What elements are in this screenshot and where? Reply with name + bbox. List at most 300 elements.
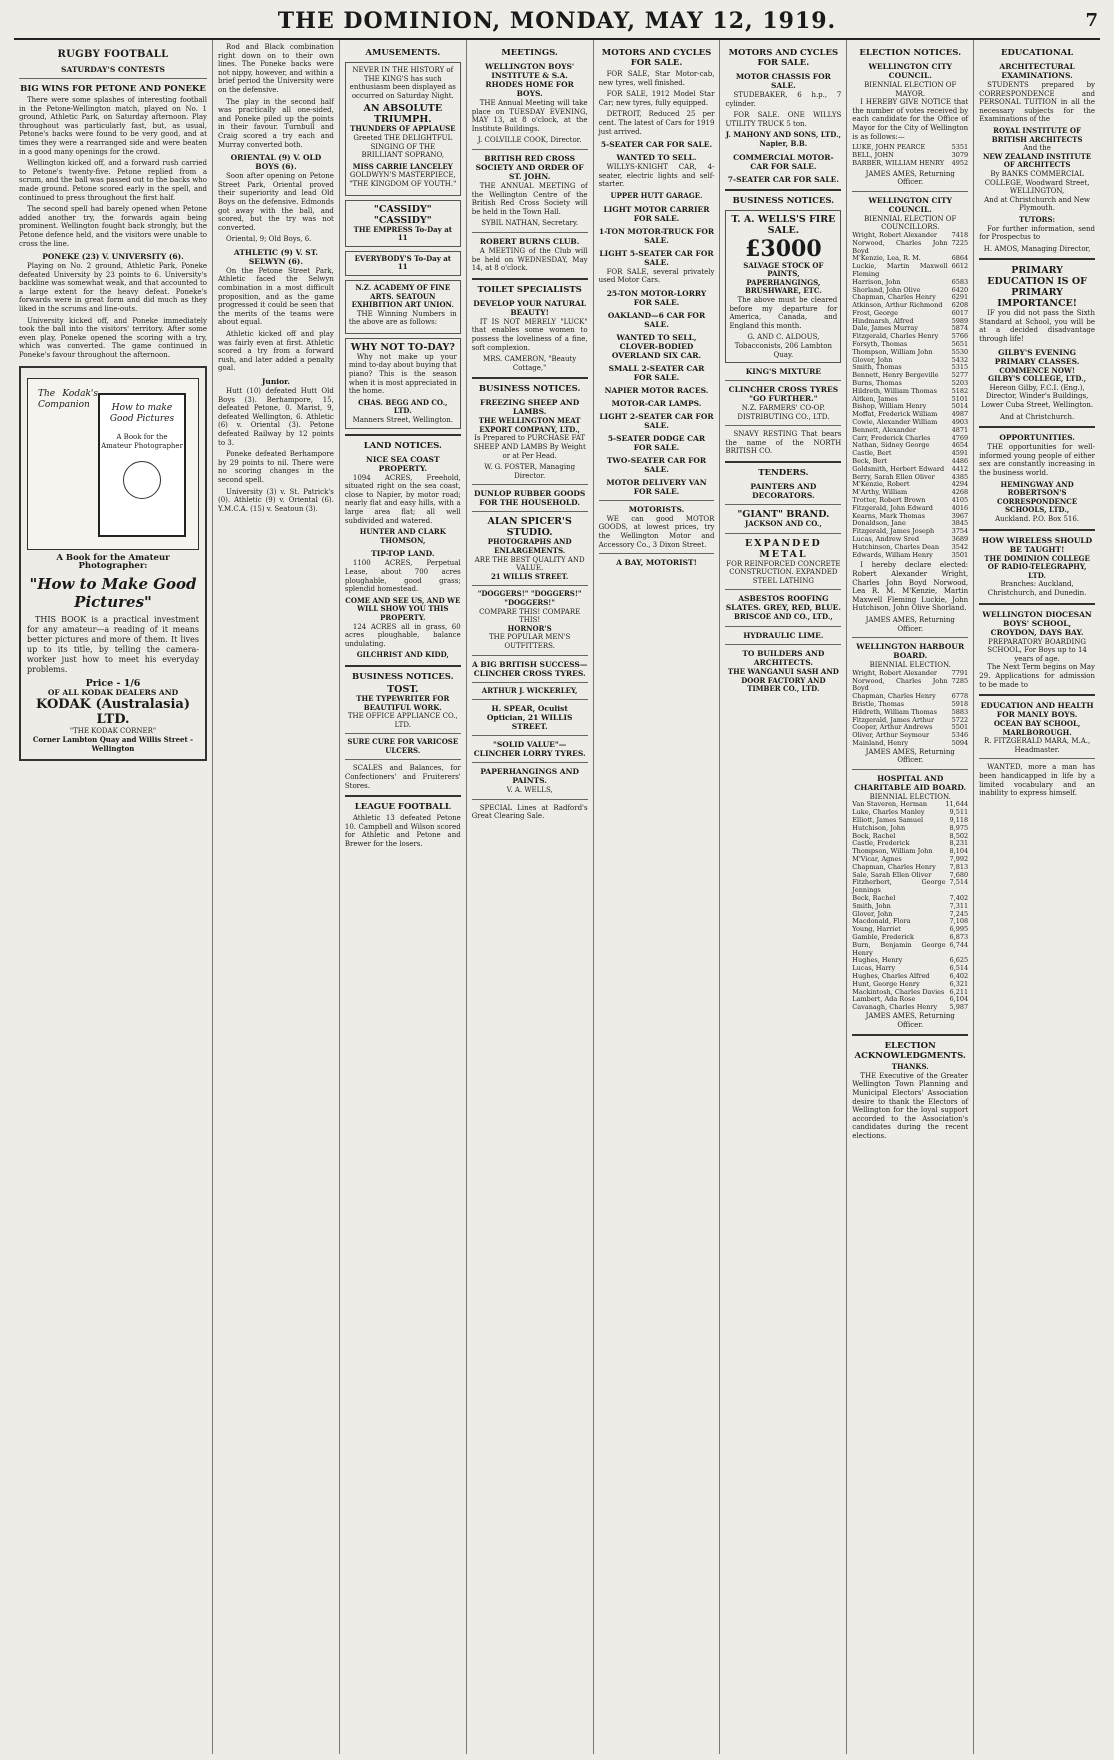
notice-heading: WELLINGTON CITY COUNCIL. xyxy=(868,195,952,214)
vote-count: 4871 xyxy=(951,425,969,434)
candidate-name: Cavanagh, Charles Henry xyxy=(852,1003,938,1012)
column-3 xyxy=(340,40,467,1754)
ad-headline: PAINTERS AND DECORATORS. xyxy=(750,482,817,501)
notice-heading: HOSPITAL AND CHARITABLE AID BOARD. xyxy=(854,773,967,792)
listing-text: 1100 ACRES, Perpetual Lease, about 700 acres ploughable, good grass; splendid homestead. xyxy=(344,559,461,594)
ad-headline: "CASSIDY" "CASSIDY" xyxy=(373,203,432,226)
candidate-name: Fitzgerald, Charles Henry xyxy=(852,332,939,341)
article-paragraph: Poneke defeated Berhampore by 29 points to nil. There were no scoring changes in the second spell. xyxy=(218,450,334,484)
vote-count: 6017 xyxy=(951,308,969,317)
vote-count: 5203 xyxy=(951,379,969,388)
fire-sale-ad xyxy=(725,210,841,364)
notice-signature: JAMES AMES, Returning Officer. xyxy=(865,747,955,765)
vote-count: 6778 xyxy=(951,692,969,701)
sub-heading: ORIENTAL (9) V. OLD BOYS (6). xyxy=(230,153,322,172)
notice-subheading: BIENNIAL ELECTION OF COUNCILLORS. xyxy=(864,214,957,232)
vote-count: 6,744 xyxy=(949,940,969,949)
vote-count: 4294 xyxy=(951,480,969,489)
ad-text: The Next Term begins on May 29. Applications for admission to be made to xyxy=(979,663,1096,689)
newspaper-title: THE DOMINION, MONDAY, MAY 12, 1919. xyxy=(277,8,837,34)
candidate-name: Chapman, Charles Henry xyxy=(852,293,936,302)
article-paragraph: The play in the second half was practically all one-sided, and Poneke piled up the points in their favour. Turnbull and Craig scored a try each and Murray converted both. xyxy=(218,97,334,149)
candidate-name: Glover, John xyxy=(852,909,893,918)
ad-headline: DEVELOP YOUR NATURAL BEAUTY! xyxy=(473,298,587,317)
ad-headline: N.Z. ACADEMY OF FINE ARTS. SEATOUN EXHIBITION ART UNION. xyxy=(351,282,454,310)
vote-count: 7,108 xyxy=(949,917,969,926)
candidate-name: Oliver, Arthur Seymour xyxy=(852,731,930,740)
candidate-name: Edwards, William Henry xyxy=(852,550,933,559)
ad-headline: EDUCATION AND HEALTH FOR MANLY BOYS. xyxy=(980,701,1094,720)
candidate-name: Fitzherbert, George Jennings xyxy=(852,878,946,895)
ad-text: Is Prepared to PURCHASE FAT SHEEP AND LAMBS By Weight or at Per Head. xyxy=(473,434,586,460)
classified-heading: 25-TON MOTOR-LORRY FOR SALE. xyxy=(606,288,707,307)
ad-text: NEW ZEALAND INSTITUTE OF ARCHITECTS xyxy=(982,151,1092,170)
notice-subheading: THANKS. xyxy=(891,1062,929,1072)
vote-count: 5766 xyxy=(951,332,969,341)
results-paragraph: University (3) v. St. Patrick's (0). Athletic (9) v. Oriental (6). Y.M.C.A. (15) v. Seatoun (3). xyxy=(218,487,334,513)
candidate-name: Goldsmith, Herbert Edward xyxy=(852,464,945,473)
ad-company: GILBY'S COLLEGE, LTD., xyxy=(988,374,1087,384)
candidate-name: Bennett, Henry Bergeville xyxy=(852,371,939,380)
column-4 xyxy=(467,40,594,1754)
sub-heading: SATURDAY'S CONTESTS xyxy=(61,65,165,74)
classified-heading: SMALL 2-SEATER CAR FOR SALE. xyxy=(608,363,705,382)
section-heading: BUSINESS NOTICES. xyxy=(732,195,835,206)
vote-count: 5,987 xyxy=(949,1003,969,1012)
article-paragraph: Hutt (10) defeated Hutt Old Boys (3). Berhampore, 15, defeated Petone, 0. Marist, 9, defeated Wellington, 6. Athletic (6) v. Oriental (3). Petone defeated Railway by 12 points to 3. xyxy=(218,387,334,447)
ad-text: PREPARATORY BOARDING SCHOOL, For Boys up to 14 years of age. xyxy=(987,637,1087,663)
section-heading: MOTORS AND CYCLES FOR SALE. xyxy=(601,48,712,68)
candidate-name: Burn, Benjamin George Henry xyxy=(852,940,946,957)
ad-headline: WELLINGTON DIOCESAN BOYS' SCHOOL, CROYDON, DAYS BAY. xyxy=(982,609,1092,637)
ad-company: THE WANGANUI SASH AND DOOR FACTORY AND TIMBER CO., LTD. xyxy=(727,667,839,694)
ad-amount: £3000 xyxy=(745,235,822,262)
vote-count: 5315 xyxy=(951,363,969,372)
ad-text: The above must be cleared before my departure for America, Canada, and England this month. xyxy=(729,295,838,330)
candidate-name: M'Vicar, Agnes xyxy=(852,855,902,864)
article-paragraph: University kicked off, and Poneke immediately took the ball into the visitors' territory. After some even play, Poneke opened the scoring with a try, which was converted. The game continued in Poneke's favour throughout the afternoon. xyxy=(19,316,207,360)
candidate-name: Moffat, Frederick William xyxy=(852,410,938,419)
ad-company: KODAK (Australasia) LTD. xyxy=(36,697,190,728)
sub-heading: PONEKE (23) V. UNIVERSITY (6). xyxy=(42,252,184,262)
article-paragraph: Oriental, 9; Old Boys, 6. xyxy=(226,235,312,244)
ad-text: IF you did not pass the Sixth Standard at School, you will be at a decided disadvantage through life! xyxy=(979,309,1096,344)
ad-text: Greeted THE DELIGHTFUL SINGING OF THE BRILLIANT SOPRANO, xyxy=(353,133,453,160)
ad-headline: "SOLID VALUE"— CLINCHER LORRY TYRES. xyxy=(473,740,586,759)
candidate-name: Luke, Charles Manley xyxy=(852,808,925,817)
vote-count: 7,680 xyxy=(949,870,969,879)
result-row xyxy=(852,552,968,560)
classified-ad: WE can good MOTOR GOODS, at lowest prices, try the Wellington Motor and Accessory Co., 3 Dixon Street. xyxy=(598,514,715,549)
article-paragraph: Soon after opening on Petone Street Park, Oriental proved their superiority and lead Old Boys on the defensive. Edmonds got away with the ball, and scored, but the try was not converted. xyxy=(218,172,334,232)
candidate-name: Trotter, Robert Brown xyxy=(852,496,926,505)
notice-text: I hereby declare elected: Robert Alexander Wright, Charles John Boyd Norwood, Lea R. M. M'Kenzie, Martin Maxwell Fleming Luckie, John Hutchison, John Olive Shorland. xyxy=(852,561,969,613)
vote-count: 6208 xyxy=(951,301,969,310)
classified-heading: OAKLAND—6 CAR FOR SALE. xyxy=(607,310,706,329)
candidate-name: Van Staveren, Herman xyxy=(852,800,928,809)
candidate-name: Beck, Rachel xyxy=(852,894,896,903)
ad-headline: ALAN SPICER'S STUDIO. xyxy=(487,516,572,539)
ad-text: TUTORS: xyxy=(1019,214,1056,224)
classified-heading: MOTORISTS. xyxy=(628,504,685,514)
result-row xyxy=(852,160,968,168)
book-cover-subtitle: A Book for the Amateur Photographer xyxy=(101,432,183,450)
section-heading: AMUSEMENTS. xyxy=(365,48,441,58)
candidate-name: Glover, John xyxy=(852,355,893,364)
vote-count: 7791 xyxy=(951,668,969,677)
ad-headline: WHY NOT TO-DAY? xyxy=(350,341,455,353)
ad-signature: W. G. FOSTER, Managing Director. xyxy=(484,463,576,480)
candidate-name: Hunt, George Henry xyxy=(852,979,920,988)
candidate-name: Nathan, Sidney George xyxy=(852,441,930,450)
ad-company: THE DOMINION COLLEGE OF RADIO-TELEGRAPHY, LTD. xyxy=(984,553,1090,580)
ad-company: THE WELLINGTON MEAT EXPORT COMPANY, LTD., xyxy=(478,416,581,434)
ad-text: PHOTOGRAPHS AND ENLARGEMENTS. xyxy=(487,537,572,556)
vote-count: 8,502 xyxy=(949,831,969,840)
vote-count: 8,104 xyxy=(949,847,969,856)
book-cover-title: How to make Good Pictures xyxy=(109,402,175,424)
article-paragraph: Playing on No. 2 ground, Athletic Park, Poneke defeated University by 23 points to 6. University's backline was somewhat weak, and that accounted to a large extent for the heavy defeat. Poneke's forwards were in great form and did much as they liked in the scrums and line-outs. xyxy=(19,262,207,314)
ad-text: And the xyxy=(1023,144,1051,153)
notice-text: THE Annual Meeting will take place on TUESDAY EVENING, MAY 13, at 8 o'clock, at the Institute Buildings. xyxy=(471,99,588,133)
vote-count: 4769 xyxy=(951,433,969,442)
candidate-name: Hindmarsh, Alfred xyxy=(852,316,914,325)
vote-count: 5883 xyxy=(951,707,969,716)
candidate-name: M'Kenzie, Robert xyxy=(852,480,910,489)
ad-company: THE OFFICE APPLIANCE CO., LTD. xyxy=(347,712,458,729)
vote-count: 7,311 xyxy=(949,901,969,910)
candidate-name: Macdonald, Flora xyxy=(852,917,911,926)
candidate-name: Fitzgerald, James Joseph xyxy=(852,527,935,536)
candidate-name: Castle, Bert xyxy=(852,449,892,458)
notice-signature: SYBIL NATHAN, Secretary. xyxy=(481,219,579,228)
vote-count: 5918 xyxy=(951,699,969,708)
candidate-name: Harrison, John xyxy=(852,277,901,286)
listing-text: 124 ACRES all in grass, 60 acres ploughable, balance undulating. xyxy=(344,622,461,648)
vote-count: 5094 xyxy=(951,738,969,747)
section-heading: ELECTION NOTICES. xyxy=(859,48,962,58)
ad-text: For further information, send for Prospectus to xyxy=(979,224,1096,242)
book-cover xyxy=(98,393,186,537)
candidate-name: Smith, John xyxy=(852,901,891,910)
vote-count: 6,873 xyxy=(949,933,969,942)
classified-heading: 5-SEATER CAR FOR SALE. xyxy=(600,140,713,150)
ad-address: Manners Street, Wellington. xyxy=(352,416,453,425)
harbour-results xyxy=(852,670,968,748)
vote-count: 3542 xyxy=(951,542,969,551)
candidate-name: Frost, George xyxy=(852,308,898,317)
candidate-name: Forsyth, Thomas xyxy=(852,340,908,349)
kodak-seal-icon xyxy=(123,461,161,499)
vote-count: 4016 xyxy=(951,503,969,512)
result-row xyxy=(852,942,968,958)
vote-count: 4268 xyxy=(951,488,969,497)
classified-heading: A BAY, MOTORIST! xyxy=(616,558,697,568)
ad-shop: "THE KODAK CORNER" xyxy=(69,727,157,736)
notice-subheading: BIENNIAL ELECTION. xyxy=(869,661,951,670)
result-row xyxy=(852,263,968,279)
candidate-name: M'Kenzie, Lea, R. M. xyxy=(852,254,921,263)
listing-heading: TIP-TOP LAND. xyxy=(371,549,435,559)
listing-heading: NICE SEA COAST PROPERTY. xyxy=(366,454,440,473)
vote-count: 5530 xyxy=(951,347,969,356)
ad-signature: H. AMOS, Managing Director, xyxy=(983,244,1091,253)
ad-headline: A Book for the Amateur Photographer: xyxy=(56,552,170,572)
candidate-name: BARBER, WILLIAM HENRY xyxy=(852,158,945,167)
notice-text: THE Executive of the Greater Wellington Town Planning and Municipal Electors' Association desire to thank the Electors of Wellington for the loyal support accorded to the Association's candidates during the recent elections. xyxy=(852,1071,969,1140)
candidate-name: Sale, Sarah Ellen Oliver xyxy=(852,870,932,879)
candidate-name: Cowie, Alexander William xyxy=(852,418,938,427)
candidate-name: Bock, Rachel xyxy=(852,831,896,840)
vote-count: 6,321 xyxy=(949,979,969,988)
ad-signature: MRS. CAMERON, "Beauty Cottage," xyxy=(483,355,577,372)
ad-headline: COMMENCE NOW! xyxy=(999,365,1075,375)
ad-text: THE Winning Numbers in the above are as follows: xyxy=(348,309,457,327)
listing-text: 1094 ACRES, Freehold, situated right on the sea coast, close to Napier, by motor road; nearly flat and easy hills, with a large area flat; all well subdivided and watered. xyxy=(344,473,461,525)
candidate-name: Chapman, Charles Henry xyxy=(852,692,936,701)
candidate-name: Mackintosh, Charles Davies xyxy=(852,987,945,996)
ad-text: THE opportunities for well-informed young people of either sex are constantly increasing in the business world. xyxy=(979,443,1096,477)
ad-company: V. A. WELLS, xyxy=(506,786,553,795)
classified-heading: MOTOR CHASSIS FOR SALE. xyxy=(735,72,831,90)
vote-count: 5351 xyxy=(951,143,969,152)
candidate-name: Castle, Frederick xyxy=(852,839,910,848)
vote-count: 4385 xyxy=(951,472,969,481)
ad-headline: CLINCHER CROSS TYRES "GO FURTHER." xyxy=(728,385,839,404)
vote-count: 6,514 xyxy=(949,964,969,973)
vote-count: 6612 xyxy=(951,262,969,271)
vote-count: 7,514 xyxy=(949,878,969,887)
candidate-name: BELL, JOHN xyxy=(852,150,894,159)
masthead xyxy=(14,4,1100,40)
classified-ad: FOR SALE, Star Motor-cab, new tyres, well finished. xyxy=(598,70,715,87)
candidate-name: Thompson, William John xyxy=(852,847,933,856)
vote-count: 3845 xyxy=(951,519,969,528)
everybodys-ad xyxy=(345,251,461,276)
section-heading: LEAGUE FOOTBALL xyxy=(354,802,451,813)
vote-count: 5501 xyxy=(951,723,969,732)
candidate-name: Carr, Frederick Charles xyxy=(852,433,931,442)
vote-count: 7418 xyxy=(951,230,969,239)
article-paragraph: The second spell had barely opened when Petone added another try, the forwards again being prominent. Wellington fought back strongly, but the Petone defence held, and the visitors were unable to cross the line. xyxy=(19,205,207,248)
ad-signature: G. AND C. ALDOUS, Tobacconists, 206 Lambton Quay. xyxy=(734,333,833,359)
ad-headline: THUNDERS OF APPLAUSE xyxy=(350,124,456,134)
classified-heading: LIGHT 2-SEATER CAR FOR SALE. xyxy=(599,411,714,430)
article-paragraph: Athletic kicked off and play was fairly even at first. Athletic scored a try from a forward rush, and later added a penalty goal. xyxy=(218,330,334,373)
art-union-ad xyxy=(345,280,461,334)
vote-count: 5651 xyxy=(951,340,969,349)
listing-text: COME AND SEE US, AND WE WILL SHOW YOU THIS PROPERTY. xyxy=(345,595,461,622)
notice-subheading: BIENNIAL ELECTION OF MAYOR. xyxy=(864,81,957,98)
ad-headline: KING'S MIXTURE xyxy=(745,367,822,377)
ad-text: STUDENTS prepared by CORRESPONDENCE and PERSONAL TUITION in all the necessary subjects for the Examinations of the xyxy=(979,81,1096,124)
vote-count: 8,975 xyxy=(949,823,969,832)
section-heading: MEETINGS. xyxy=(501,48,558,58)
vote-count: 6,104 xyxy=(949,995,969,1004)
result-row xyxy=(852,240,968,256)
vote-count: 5277 xyxy=(951,371,969,380)
candidate-name: Hildreth, William Thomas xyxy=(852,386,937,395)
ad-company: BRISCOE AND CO., LTD., xyxy=(734,612,833,622)
vote-count: 11,644 xyxy=(945,800,969,809)
candidate-name: Young, Harriet xyxy=(852,925,901,934)
candidate-name: Lambert, Ada Rose xyxy=(852,995,916,1004)
candidate-name: Norwood, Charles John Boyd xyxy=(852,676,948,693)
result-row xyxy=(852,678,968,694)
ad-headline: H. SPEAR, Oculist Optician, 21 WILLIS STREET. xyxy=(486,704,573,732)
listing-agent: HUNTER AND CLARK THOMSON, xyxy=(359,527,446,545)
candidate-name: Beck, Bert xyxy=(852,457,887,466)
ad-headline: "DOGGERS!" "DOGGERS!" "DOGGERS!" xyxy=(477,589,582,607)
classified-heading: WANTED TO SELL, CLOVER-BODIED OVERLAND SIX CAR. xyxy=(611,332,702,360)
notice-heading: BRITISH RED CROSS SOCIETY AND ORDER OF ST. JOHN. xyxy=(475,153,584,181)
ad-text: SPECIAL Lines at Radford's Great Clearing Sale. xyxy=(471,803,588,821)
candidate-name: Aitken, James xyxy=(852,394,898,403)
section-heading: ELECTION ACKNOWLEDGMENTS. xyxy=(854,1041,966,1062)
vote-count: 6,211 xyxy=(949,987,969,996)
notice-heading: WELLINGTON HARBOUR BOARD. xyxy=(856,642,965,661)
ad-text: SALVAGE STOCK OF PAINTS, PAPERHANGINGS, BRUSHWARE, ETC. xyxy=(743,260,824,296)
notice-text: A MEETING of the Club will be held on WEDNESDAY, May 14, at 8 o'clock. xyxy=(471,246,588,273)
candidate-name: Chapman, Charles Henry xyxy=(852,862,936,871)
vote-count: 6291 xyxy=(951,293,969,302)
kodak-advertisement xyxy=(19,366,207,762)
candidate-name: Shorland, John Olive xyxy=(852,285,921,294)
vote-count: 5014 xyxy=(951,402,969,411)
classified-heading: MOTOR DELIVERY VAN FOR SALE. xyxy=(606,477,707,496)
candidate-name: Hughes, Charles Alfred xyxy=(852,972,930,981)
vote-count: 5989 xyxy=(951,316,969,325)
candidate-name: Kearns, Mark Thomas xyxy=(852,511,925,520)
ad-text: Why not make up your mind to-day about buying that piano? This is the season when it is most appreciated in the home. xyxy=(348,352,457,396)
sub-heading: Junior. xyxy=(261,377,291,386)
notice-heading: WELLINGTON BOYS' INSTITUTE & S.A. RHODES HOME FOR BOYS. xyxy=(485,62,575,98)
vote-count: 7285 xyxy=(951,676,969,685)
vote-count: 4105 xyxy=(951,496,969,505)
ad-headline: FREEZING SHEEP AND LAMBS. xyxy=(480,398,580,417)
vote-count: 9,118 xyxy=(949,816,969,825)
ad-signature: R. FITZGERALD MARA, M.A., Headmaster. xyxy=(983,737,1091,754)
vote-count: 5182 xyxy=(951,386,969,395)
ad-address: Hereon Gilby, F.C.I. (Eng.), Director, Winder's Buildings, Lower Cuba Street, Wellington. xyxy=(981,383,1094,410)
ad-headline: GILBY'S EVENING PRIMARY CLASSES. xyxy=(994,347,1080,366)
council-results xyxy=(852,232,968,559)
vote-count: 4952 xyxy=(951,158,969,167)
candidate-name: Hutchison, John xyxy=(852,823,906,832)
vote-count: 3967 xyxy=(951,511,969,520)
candidate-name: Gamble, Frederick xyxy=(852,933,914,942)
notice-heading: WELLINGTON CITY COUNCIL. xyxy=(868,62,952,80)
section-heading: MOTORS AND CYCLES FOR SALE. xyxy=(728,48,839,68)
ad-text: Branches: Auckland, Christchurch, and Dunedin. xyxy=(987,580,1087,597)
ad-address: 21 WILLIS STREET. xyxy=(490,571,569,581)
column-7 xyxy=(847,40,974,1754)
vote-count: 7,992 xyxy=(949,855,969,864)
ad-headline: A BIG BRITISH SUCCESS— CLINCHER CROSS TYRES. xyxy=(471,659,588,678)
candidate-name: Berry, Sarah Ellen Oliver xyxy=(852,472,935,481)
ad-company: ARTHUR J. WICKERLEY, xyxy=(481,685,578,695)
candidate-name: Bennett, Alexander xyxy=(852,425,916,434)
ad-text: SNAVY RESTING That bears the name of the NORTH BRITISH CO. xyxy=(725,430,842,456)
sub-heading: ATHLETIC (9) V. ST. SELWYN (6). xyxy=(233,247,318,266)
notice-text: I HEREBY GIVE NOTICE that the number of votes received by each candidate for the Office of Mayor for the City of Wellington is as follows:— xyxy=(852,98,969,141)
ad-text: SCALES and Balances, for Confectioners' and Fruiterers' Stores. xyxy=(344,764,461,790)
candidate-name: Thompson, William John xyxy=(852,347,933,356)
candidate-name: Burns, Thomas xyxy=(852,379,902,388)
notice-signature: JAMES AMES, Returning Officer. xyxy=(865,615,955,633)
ad-headline: T. A. WELLS'S FIRE SALE. xyxy=(731,213,836,236)
vote-count: 3754 xyxy=(951,527,969,536)
article-headline: BIG WINS FOR PETONE AND PONEKE xyxy=(20,84,206,94)
vote-count: 3079 xyxy=(951,150,969,159)
ad-headline: PRIMARY EDUCATION IS OF PRIMARY IMPORTANCE! xyxy=(987,265,1087,310)
candidate-name: Lucas, Harry xyxy=(852,964,896,973)
ad-headline: EXPANDED METAL xyxy=(744,537,822,560)
vote-count: 6420 xyxy=(951,285,969,294)
candidate-name: Donaldson, Jane xyxy=(852,519,906,528)
column-5 xyxy=(594,40,721,1754)
classified-ad: DETROIT, Reduced 25 per cent. The latest of Cars for 1919 just arrived. xyxy=(598,110,715,136)
vote-count: 4486 xyxy=(951,457,969,466)
vote-count: 4591 xyxy=(951,449,969,458)
cassidy-ad xyxy=(345,200,461,247)
classified-ad: FOR SALE, 1912 Model Star Car; new tyres, fully equipped. xyxy=(598,90,715,107)
section-heading: BUSINESS NOTICES. xyxy=(352,671,454,682)
section-heading: RUGBY FOOTBALL xyxy=(57,49,169,60)
vote-count: 6,625 xyxy=(949,956,969,965)
notice-text: THE ANNUAL MEETING of the Wellington Centre of the British Red Cross Society will be held in the Town Hall. xyxy=(471,181,588,216)
ad-body: THIS BOOK is a practical investment for any amateur—a reading of it means better pictures and more of them. It lives up to its title, by telling the camera-worker just how to meet his everyday problems. xyxy=(27,614,199,674)
ad-headline: DUNLOP RUBBER GOODS FOR THE HOUSEHOLD. xyxy=(473,489,586,508)
candidate-name: Hughes, Henry xyxy=(852,956,903,965)
result-row xyxy=(852,740,968,748)
listing-agent: GILCHRIST AND KIDD, xyxy=(356,650,449,660)
section-heading: EDUCATIONAL xyxy=(1000,48,1074,58)
classified-ad: FOR SALE, several privately used Motor Cars. xyxy=(598,267,715,285)
classified-heading: TWO-SEATER CAR FOR SALE. xyxy=(606,455,707,474)
ad-text: ARE THE BEST QUALITY AND VALUE. xyxy=(474,555,585,573)
vote-count: 8,231 xyxy=(949,839,969,848)
candidate-name: M'Arthy, William xyxy=(852,488,908,497)
ad-headline: PAPERHANGINGS AND PAINTS. xyxy=(480,767,579,786)
classified-heading: LIGHT 5-SEATER CAR FOR SALE. xyxy=(599,248,714,267)
vote-count: 4987 xyxy=(951,410,969,419)
classified-heading: COMMERCIAL MOTOR-CAR FOR SALE. xyxy=(733,152,834,171)
candidate-name: Fitzgerald, John Edward xyxy=(852,503,933,512)
classified-advertiser: J. MAHONY AND SONS, LTD., Napier, B.B. xyxy=(725,130,841,148)
section-heading: LAND NOTICES. xyxy=(363,440,442,451)
candidate-name: Fitzgerald, James Arthur xyxy=(852,715,935,724)
ad-text: WANTED, more a man has been handicapped in life by a limited vocabulary and an inability to express himself. xyxy=(979,763,1096,798)
ad-headline: "GIANT" BRAND. xyxy=(737,509,830,521)
vote-count: 7225 xyxy=(951,238,969,247)
vote-count: 3501 xyxy=(951,550,969,559)
ad-text: IT IS NOT MERELY "LUCK" that enables some women to possess the loveliness of a fine, soft complexion. xyxy=(471,317,588,352)
section-heading: TOILET SPECIALISTS xyxy=(477,284,582,295)
book-illustration xyxy=(27,378,199,550)
classified-heading: LIGHT MOTOR CARRIER FOR SALE. xyxy=(603,204,710,223)
ad-headline: AN ABSOLUTE TRIUMPH. xyxy=(363,103,443,126)
vote-count: 9,511 xyxy=(949,808,969,817)
ad-headline: ARCHITECTURAL EXAMINATIONS. xyxy=(999,62,1075,80)
candidate-name: Wright, Robert Alexander xyxy=(852,230,938,239)
ad-company: OCEAN BAY SCHOOL, MARLBOROUGH. xyxy=(993,719,1081,737)
ad-headline: TO BUILDERS AND ARCHITECTS. xyxy=(742,649,825,668)
notice-signature: J. COLVILLE COOK, Director. xyxy=(477,136,582,145)
candidate-name: Luckie, Martin Maxwell Fleming xyxy=(852,262,948,278)
vote-count: 6,995 xyxy=(949,925,969,934)
article-paragraph: Rod and Black combination right down on to their own lines. The Poneke backs were not nippy, however, and within a brief period the University were on the defensive. xyxy=(218,43,334,94)
